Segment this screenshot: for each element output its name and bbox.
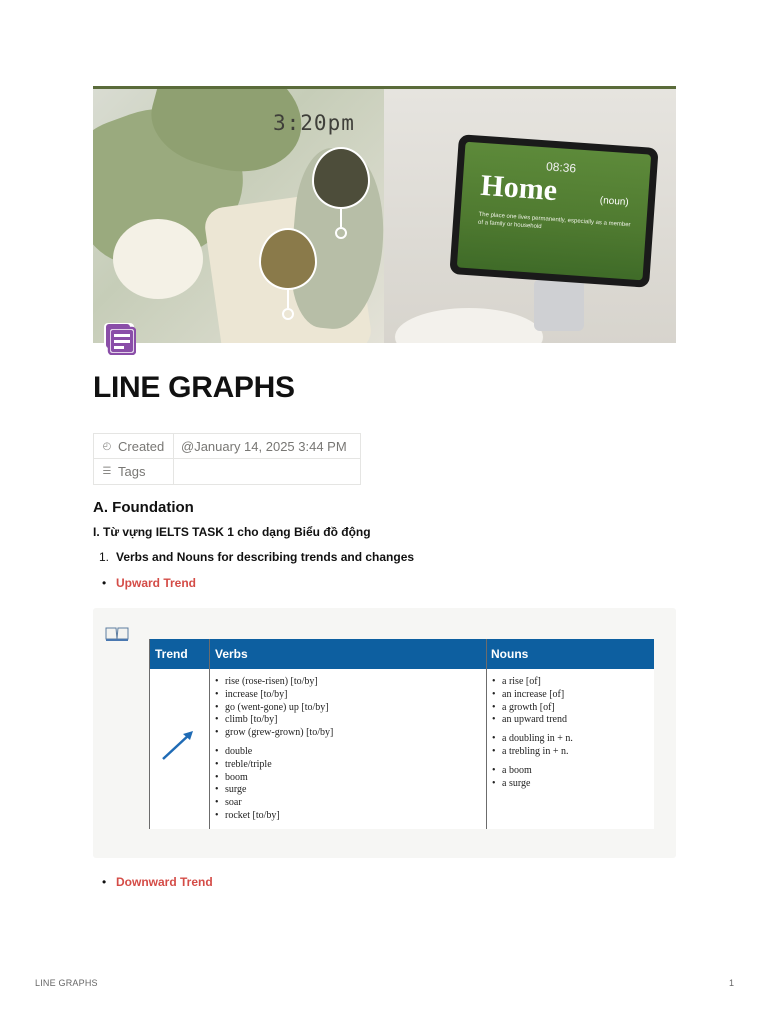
heading-foundation: A. Foundation: [93, 499, 194, 516]
verb-item: • rise (rose-risen) [to/by]: [215, 676, 333, 689]
verb-item: • grow (grew-grown) [to/by]: [215, 727, 333, 740]
noun-item: • a boom: [492, 765, 573, 778]
list-icon: ☰: [102, 466, 112, 477]
verbs-list: [215, 676, 333, 823]
list-number: 1.: [99, 550, 110, 564]
footer-title: LINE GRAPHS: [35, 978, 98, 988]
noun-item: • a surge: [492, 778, 573, 791]
balloon-top: [312, 147, 370, 209]
tablet-screen: [457, 142, 651, 281]
header-trend: Trend: [155, 647, 188, 661]
trend-table: [149, 639, 654, 829]
noun-item: • a growth [of]: [492, 702, 573, 715]
header-nouns: Nouns: [491, 647, 529, 661]
tablet: [449, 134, 658, 288]
table-header: [149, 639, 654, 669]
tablet-pos: (noun): [599, 195, 630, 209]
list-text: Verbs and Nouns for describing trends and changes: [116, 550, 415, 564]
tulips: [113, 219, 203, 299]
noun-item: • an upward trend: [492, 714, 573, 727]
column-divider: [486, 639, 487, 829]
page-title: LINE GRAPHS: [93, 371, 295, 404]
verb-item: • double: [215, 746, 333, 759]
bullet-downward-trend: • Downward Trend: [102, 875, 213, 889]
tablet-stand: [534, 279, 584, 331]
verb-item: • surge: [215, 784, 333, 797]
verb-item: • climb [to/by]: [215, 714, 333, 727]
arrow-up-right-icon: [161, 729, 195, 766]
balloon-ring: [282, 308, 294, 320]
bullet-text: Downward Trend: [116, 875, 213, 889]
verb-item: • boom: [215, 772, 333, 785]
cover-right-photo: [384, 89, 676, 343]
ordered-list-item: [99, 550, 414, 564]
property-value: [174, 459, 360, 484]
plate: [394, 307, 544, 343]
property-key: Created: [118, 438, 165, 454]
balloon-string: [340, 209, 342, 227]
bullet-text: Upward Trend: [116, 576, 197, 590]
callout-block: [93, 608, 676, 858]
header-verbs: Verbs: [215, 647, 248, 661]
cover-image: [93, 86, 676, 343]
nouns-list: [492, 676, 573, 790]
footer-page-number: 1: [729, 978, 735, 988]
verb-item: • soar: [215, 797, 333, 810]
bullet-upward-trend: • Upward Trend: [102, 576, 197, 590]
cover-left-photo: [93, 89, 384, 343]
column-divider: [209, 639, 210, 829]
properties-table: [93, 433, 361, 485]
verb-item: • treble/triple: [215, 759, 333, 772]
noun-item: • an increase [of]: [492, 689, 573, 702]
noun-item: • a rise [of]: [492, 676, 573, 689]
noun-item: • a trebling in + n.: [492, 746, 573, 759]
column-divider: [149, 639, 150, 829]
property-value: @January 14, 2025 3:44 PM: [181, 438, 347, 454]
tablet-definition: The place one lives permanently, especially as a member of a family or household: [477, 211, 631, 231]
open-book-icon: [105, 625, 129, 643]
clock-icon: ◴: [102, 440, 112, 452]
verb-item: • rocket [to/by]: [215, 810, 333, 823]
cover-clock-text: 3:20pm: [273, 111, 355, 135]
verb-item: • increase [to/by]: [215, 689, 333, 702]
balloon-ring: [335, 227, 347, 239]
subheading-vocab: I. Từ vựng IELTS TASK 1 cho dạng Biểu đồ động: [93, 525, 371, 539]
property-created[interactable]: [94, 434, 360, 459]
tablet-time: 08:36: [545, 159, 577, 176]
verb-item: • go (went-gone) up [to/by]: [215, 702, 333, 715]
balloon-bottom: [259, 228, 317, 290]
noun-item: • a doubling in + n.: [492, 733, 573, 746]
property-key: Tags: [118, 464, 146, 479]
property-tags[interactable]: [94, 459, 360, 484]
tablet-word: Home: [479, 168, 559, 208]
notebook-icon: [102, 321, 136, 355]
balloon-string: [287, 290, 289, 308]
